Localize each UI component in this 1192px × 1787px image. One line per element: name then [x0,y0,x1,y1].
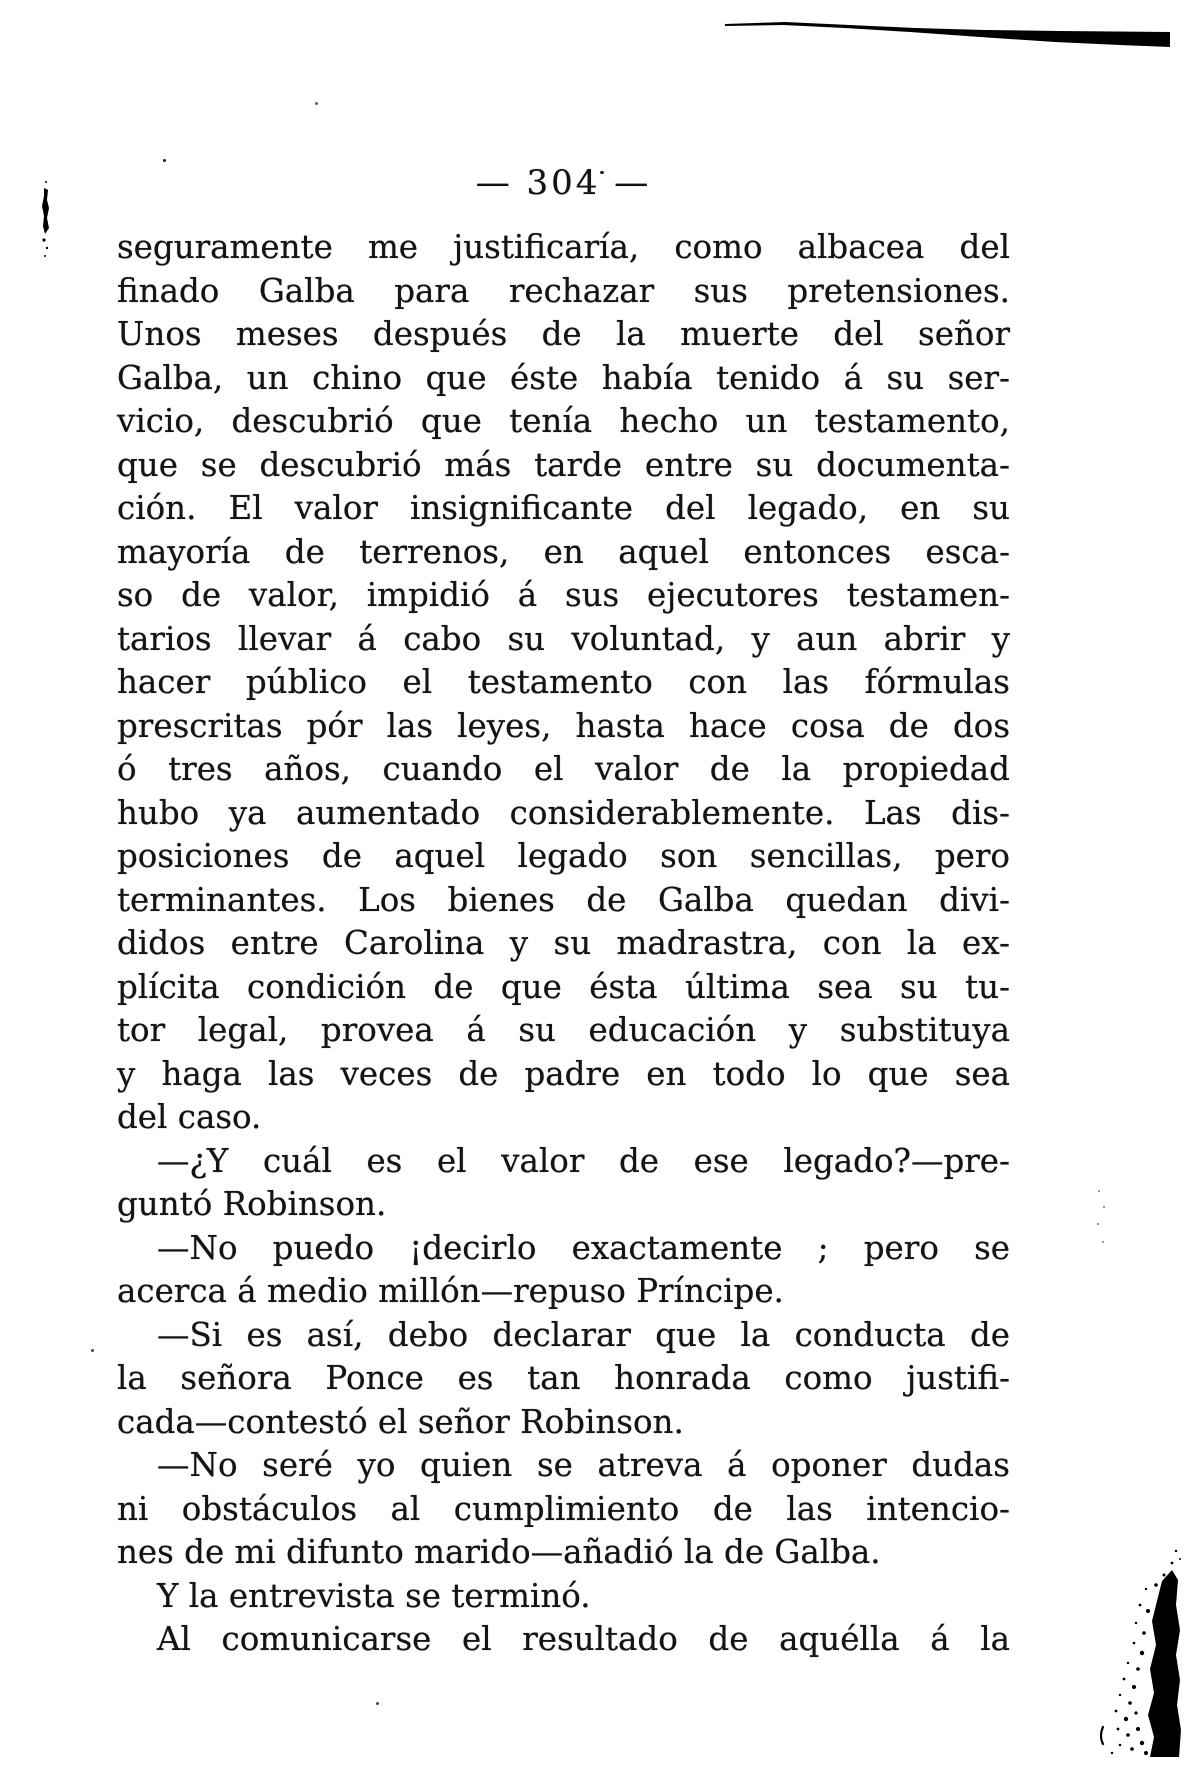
scan-streak-top-icon [725,17,1170,49]
text-line: ó tres años, cuando el valor de la propiedad [117,750,1010,788]
text-line: guntó Robinson. [117,1185,387,1223]
text-line: vicio, descubrió que tenía hecho un testamento, [117,402,1010,440]
text-line: didos entre Carolina y su madrastra, con la ex- [117,924,1010,962]
page-number-header: — 304 — [475,163,652,203]
text-line: la señora Ponce es tan honrada como justifi- [117,1359,1010,1397]
text-line: —Si es así, debo declarar que la conducta de [157,1315,1010,1354]
ink-speck [1102,1241,1104,1243]
ink-speck [376,1702,379,1705]
text-line: plícita condición de que ésta última sea su tu- [117,967,1010,1006]
ink-speck [315,102,318,105]
text-line: prescritas pór las leyes, hasta hace cosa de dos [117,706,1010,745]
text-line: Unos meses después de la muerte del señor [117,315,1010,353]
text-line: y haga las veces de padre en todo lo que sea [117,1054,1010,1093]
text-line: cada—contestó el señor Robinson. [117,1402,684,1441]
text-line: mayoría de terrenos, en aquel entonces esca- [117,532,1010,571]
ink-speck [91,1349,94,1352]
text-line: Galba, un chino que éste había tenido á su ser- [117,358,1010,397]
ink-speck [163,159,166,162]
text-line: nes de mi difunto marido—añadió la de Galba. [117,1533,881,1571]
ink-speck [1103,1206,1105,1208]
text-line: —No seré yo quien se atreva á oponer dudas [157,1446,1010,1484]
text-line: hubo ya aumentado considerablemente. Las dis- [117,793,1010,832]
text-line: acerca á medio millón—repuso Príncipe. [117,1272,784,1310]
text-line: —No puedo ¡decirlo exactamente ; pero se [157,1228,1010,1267]
text-line: —¿Y cuál es el valor de ese legado?—pre- [157,1141,1010,1180]
text-line: posiciones de aquel legado son sencillas, pero [117,837,1010,875]
text-line: ción. El valor insignificante del legado, en su [117,489,1010,527]
text-line: finado Galba para rechazar sus pretensiones. [117,271,1010,310]
text-line: seguramente me justificaría, como albacea del [117,228,1010,266]
ink-speck [1097,1223,1099,1225]
ink-speck [1098,1190,1100,1192]
text-line: tarios llevar á cabo su voluntad, y aun abrir y [117,619,1010,658]
text-line: Y la entrevista se terminó. [157,1576,591,1615]
text-line: ni obstáculos al cumplimiento de las intencio- [117,1489,1010,1528]
text-line: hacer público el testamento con las fórmulas [117,663,1010,701]
text-line: Al comunicarse el resultado de aquélla á la [157,1620,1010,1658]
text-line: que se descubrió más tarde entre su documenta- [117,445,1010,484]
gutter-shadow-icon [1090,1545,1192,1763]
text-line: tor legal, provea á su educación y substituya [117,1011,1010,1049]
text-block [117,226,1010,1662]
ink-blob-left-icon [34,176,58,260]
text-line: del caso. [117,1098,262,1136]
text-line: terminantes. Los bienes de Galba quedan divi- [117,880,1010,919]
text-line: so de valor, impidió á sus ejecutores testamen- [117,576,1010,614]
